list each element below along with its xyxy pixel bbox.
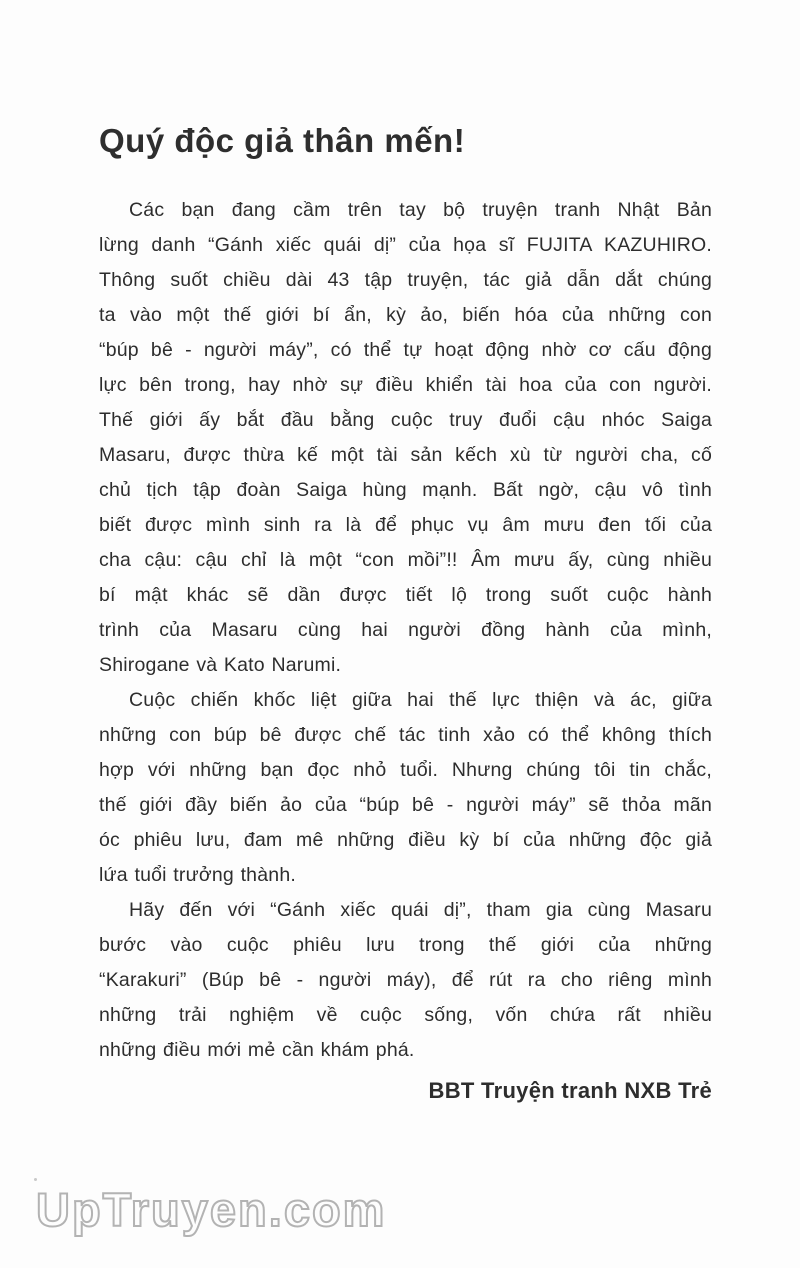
text-line: trình của Masaru cùng hai người đồng hành của mình, [99,619,712,641]
text-line: lừng danh “Gánh xiếc quái dị” của họa sĩ FUJITA KAZUHIRO. [99,234,712,256]
text-line: ta vào một thế giới bí ẩn, kỳ ảo, biến hóa của những con [99,304,712,326]
text-line: thế giới đầy biến ảo của “búp bê - người máy” sẽ thỏa mãn [99,794,712,816]
publisher-signature: BBT Truyện tranh NXB Trẻ [428,1078,712,1103]
text-line: “búp bê - người máy”, có thể tự hoạt động nhờ cơ cấu động [99,339,712,361]
text-line: Shirogane và Kato Narumi. [99,654,342,676]
text-line: Masaru, được thừa kế một tài sản kếch xù từ người cha, cố [99,444,712,466]
text-line: bí mật khác sẽ dần được tiết lộ trong suốt cuộc hành [99,584,712,606]
text-line: biết được mình sinh ra là để phục vụ âm mưu đen tối của [99,514,712,536]
text-line: chủ tịch tập đoàn Saiga hùng mạnh. Bất ngờ, cậu vô tình [99,479,712,501]
watermark-uptruyen: UpTruyen.com [36,1183,387,1236]
text-line: những điều mới mẻ cần khám phá. [99,1039,415,1061]
text-line: Các bạn đang cầm trên tay bộ truyện tranh Nhật Bản [129,199,712,221]
text-line: hợp với những bạn đọc nhỏ tuổi. Nhưng chúng tôi tin chắc, [99,759,712,781]
text-line: bước vào cuộc phiêu lưu trong thế giới của những [99,934,712,956]
text-line: Thế giới ấy bắt đầu bằng cuộc truy đuổi cậu nhóc Saiga [99,409,712,431]
text-line: Hãy đến với “Gánh xiếc quái dị”, tham gia cùng Masaru [129,899,712,921]
letter-body [99,193,712,1068]
page-title: Quý độc giả thân mến! [99,122,466,159]
text-line: cha cậu: cậu chỉ là một “con mồi”!! Âm mưu ấy, cùng nhiều [99,549,712,571]
text-line: những con búp bê được chế tác tinh xảo có thể không thích [99,724,712,746]
text-line: lứa tuổi trưởng thành. [99,864,296,886]
text-line: lực bên trong, hay nhờ sự điều khiển tài hoa của con người. [99,374,712,396]
text-line: Thông suốt chiều dài 43 tập truyện, tác giả dẫn dắt chúng [99,269,712,291]
scan-speck [34,1178,37,1181]
text-line: óc phiêu lưu, đam mê những điều kỳ bí của những độc giả [99,829,712,851]
text-line: những trải nghiệm về cuộc sống, vốn chứa rất nhiều [99,1004,712,1026]
text-line: Cuộc chiến khốc liệt giữa hai thế lực thiện và ác, giữa [129,689,712,711]
text-line: “Karakuri” (Búp bê - người máy), để rút ra cho riêng mình [99,969,712,991]
